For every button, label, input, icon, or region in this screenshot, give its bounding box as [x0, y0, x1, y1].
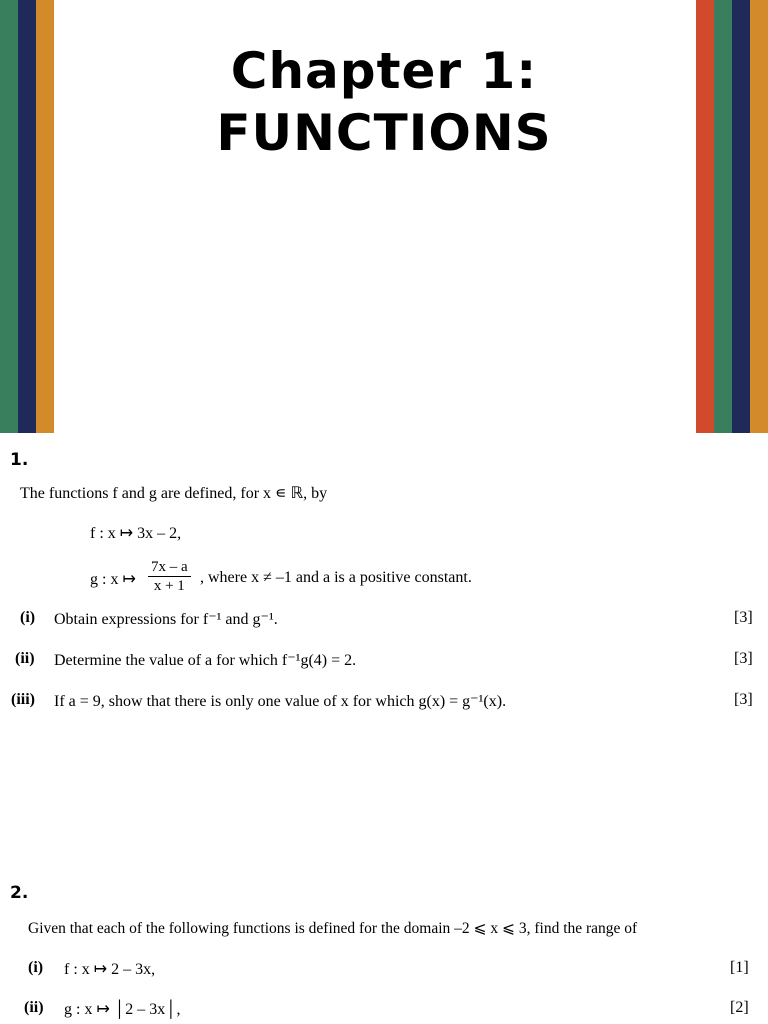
q1-part-ii-marks: [3]: [734, 650, 753, 667]
q2-part-i-label: (i): [28, 959, 44, 976]
function-g-fraction: [148, 558, 191, 595]
function-g-denominator: x + 1: [153, 578, 185, 594]
q2-part-ii-text: g : x ↦ │2 – 3x│,: [64, 1001, 181, 1018]
slide-title-line2: FUNCTIONS: [216, 104, 552, 162]
q1-part-iii-marks: [3]: [734, 691, 753, 708]
question-2-intro: Given that each of the following functions is defined for the domain –2 ⩽ x ⩽ 3, find the range of: [28, 920, 638, 937]
q1-part-ii-text: Determine the value of a for which f⁻¹g(4) = 2.: [54, 652, 357, 669]
function-g-condition: , where x ≠ –1 and a is a positive constant.: [200, 569, 472, 586]
q1-part-ii-label: (ii): [15, 650, 35, 667]
question-1-number: 1.: [10, 450, 29, 470]
q1-part-iii-text: If a = 9, show that there is only one value of x for which g(x) = g⁻¹(x).: [54, 693, 507, 710]
q2-part-i-marks: [1]: [730, 959, 749, 976]
question-1-intro: The functions f and g are defined, for x ∊ ℝ, by: [20, 485, 328, 502]
faint-text-mark: [200, 296, 568, 346]
slide-title: [100, 40, 668, 164]
q2-part-ii-marks: [2]: [730, 999, 749, 1016]
function-g-numerator: 7x – a: [148, 558, 191, 577]
function-f-definition: f : x ↦ 3x – 2,: [90, 525, 182, 542]
stripe-left-navy: [18, 0, 36, 433]
q1-part-iii-label: (iii): [11, 691, 35, 708]
question-2-number: 2.: [10, 883, 29, 903]
stripe-left-green: [0, 0, 18, 433]
stripe-right-orange: [750, 0, 768, 433]
q2-part-i-text: f : x ↦ 2 – 3x,: [64, 961, 156, 978]
q1-part-i-marks: [3]: [734, 609, 753, 626]
stripe-left-orange: [36, 0, 54, 433]
slide-title-line1: Chapter 1:: [230, 42, 538, 100]
title-slide: [0, 0, 768, 433]
stripe-right-navy: [732, 0, 750, 433]
q2-part-ii-label: (ii): [24, 999, 44, 1016]
stripe-right-green: [714, 0, 732, 433]
stripe-right-red: [696, 0, 714, 433]
function-g-lhs: g : x ↦: [90, 571, 136, 588]
q1-part-i-label: (i): [20, 609, 36, 626]
q1-part-i-text: Obtain expressions for f⁻¹ and g⁻¹.: [54, 611, 278, 628]
